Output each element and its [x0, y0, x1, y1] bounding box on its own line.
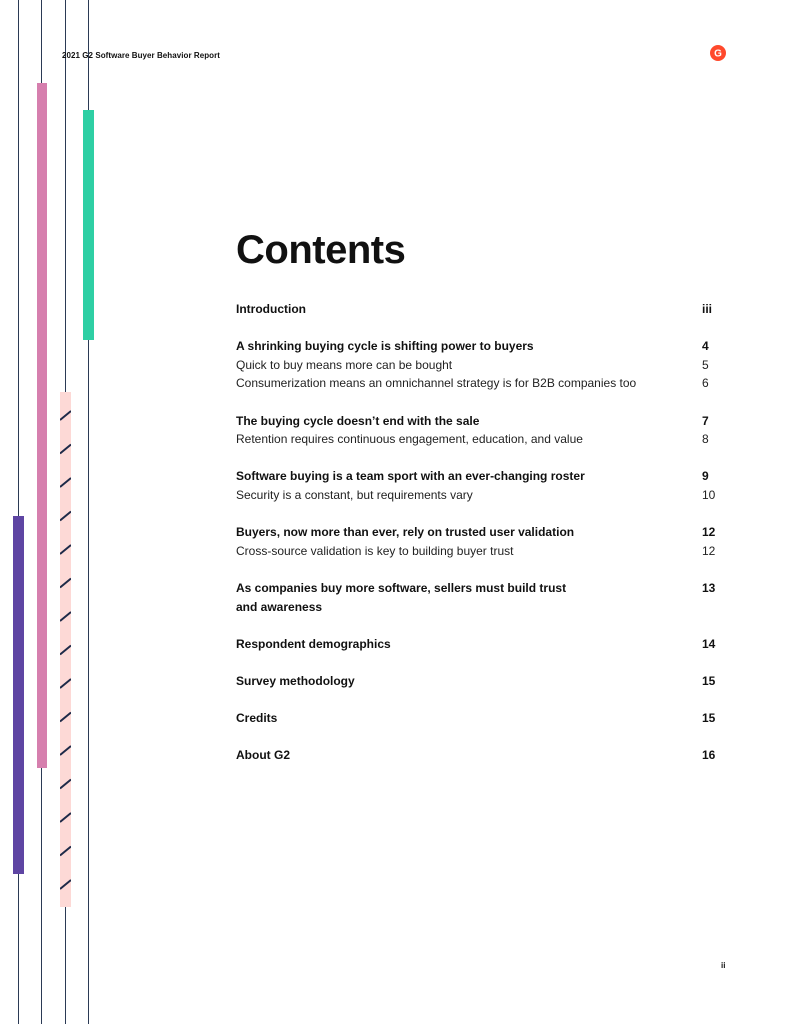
toc-entry-page: 12 — [702, 525, 716, 540]
toc-entry[interactable] — [236, 300, 714, 319]
toc-entry-title: Cross-source validation is key to building buyer trust — [236, 543, 514, 558]
toc-entry-title: Buyers, now more than ever, rely on trusted user validation — [236, 525, 575, 540]
svg-text:G: G — [714, 48, 722, 60]
decor-bar-green — [83, 110, 94, 340]
toc-entry[interactable] — [236, 746, 714, 765]
stripe-mark — [60, 579, 71, 588]
toc-entry-title: Retention requires continuous engagement, education, and value — [236, 432, 583, 447]
toc-entry-title: Consumerization means an omnichannel strategy is for B2B companies too — [236, 376, 637, 391]
stripe-mark — [60, 411, 71, 420]
toc-entry-page: 16 — [702, 748, 716, 763]
toc-entry-title-line2: and awareness — [236, 599, 323, 614]
toc-subentry[interactable] — [236, 486, 714, 505]
toc-entry-title: Introduction — [236, 302, 306, 316]
page-title: Contents — [236, 228, 406, 272]
toc-entry-page: 15 — [702, 711, 716, 726]
toc-entry-title: Respondent demographics — [236, 636, 391, 651]
toc-entry-page: 4 — [702, 339, 709, 354]
toc-entry-title: Security is a constant, but requirements vary — [236, 487, 473, 502]
stripe-mark — [60, 746, 71, 755]
table-of-contents — [236, 300, 714, 765]
stripe-mark — [60, 445, 71, 454]
stripe-pattern — [60, 392, 71, 907]
report-title: 2021 G2 Software Buyer Behavior Report — [62, 51, 220, 60]
stripe-mark — [60, 813, 71, 822]
toc-entry-page: 12 — [702, 543, 716, 558]
toc-entry-page: iii — [702, 302, 713, 316]
toc-entry-title: Survey methodology — [236, 673, 355, 688]
stripe-mark — [60, 512, 71, 521]
stripe-mark — [60, 880, 71, 889]
decor-bar-pink — [37, 83, 47, 768]
page-number: ii — [721, 961, 726, 970]
toc-entry-title: Credits — [236, 711, 278, 726]
stripe-mark — [60, 780, 71, 789]
stripe-mark — [60, 478, 71, 487]
decor-bar-striped — [60, 392, 71, 907]
toc-entry-title: The buying cycle doesn’t end with the sale — [236, 413, 480, 428]
stripe-mark — [60, 679, 71, 688]
stripe-mark — [60, 646, 71, 655]
toc-entry-page: 7 — [702, 413, 709, 428]
toc-entry[interactable] — [236, 523, 714, 542]
stripe-mark — [60, 612, 71, 621]
g2-logo-icon — [710, 45, 726, 61]
toc-entry[interactable] — [236, 467, 714, 486]
toc-subentry[interactable] — [236, 356, 714, 375]
stripe-mark — [60, 713, 71, 722]
toc-entry-page: 5 — [702, 357, 709, 372]
stripe-mark — [60, 545, 71, 554]
toc-entry-page: 15 — [702, 673, 716, 688]
stripe-mark — [60, 847, 71, 856]
toc-entry-page: 6 — [702, 376, 709, 391]
toc-entry-title: About G2 — [236, 748, 290, 763]
toc-entry-page: 9 — [702, 469, 709, 484]
toc-entry-page: 14 — [702, 636, 716, 651]
toc-entry-title: Quick to buy means more can be bought — [236, 357, 453, 372]
toc-subentry[interactable] — [236, 374, 714, 393]
toc-entry-title: A shrinking buying cycle is shifting power to buyers — [236, 339, 534, 354]
toc-entry[interactable] — [236, 337, 714, 356]
toc-subentry[interactable] — [236, 430, 714, 449]
toc-entry[interactable] — [236, 579, 714, 598]
toc-entry-page: 10 — [702, 487, 716, 502]
toc-entry[interactable] — [236, 709, 714, 728]
toc-entry-page: 8 — [702, 432, 709, 447]
toc-entry-title: As companies buy more software, sellers must build trust — [236, 580, 567, 595]
decor-bar-purple — [13, 516, 24, 874]
toc-entry-page: 13 — [702, 580, 716, 595]
toc-entry[interactable] — [236, 635, 714, 654]
toc-subentry[interactable] — [236, 542, 714, 561]
toc-entry-continued[interactable] — [236, 598, 714, 617]
toc-entry[interactable] — [236, 672, 714, 691]
toc-entry[interactable] — [236, 412, 714, 431]
toc-entry-title: Software buying is a team sport with an ever-changing roster — [236, 469, 585, 484]
